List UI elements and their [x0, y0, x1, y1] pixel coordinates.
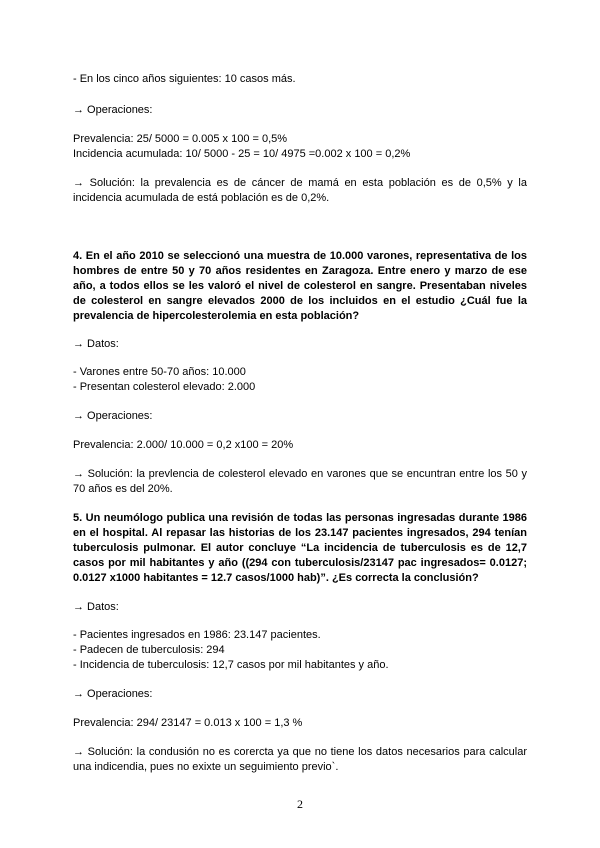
- operations-label: → Operaciones:: [73, 410, 153, 422]
- data-label: → Datos:: [73, 601, 119, 613]
- data-label: → Datos:: [73, 338, 119, 350]
- data-item: - Padecen de tuberculosis: 294: [73, 644, 225, 656]
- data-item: - Incidencia de tuberculosis: 12,7 casos por mil habitantes y año.: [73, 659, 389, 671]
- text-line: - En los cinco años siguientes: 10 casos más.: [73, 73, 296, 85]
- data-item: - Presentan colesterol elevado: 2.000: [73, 381, 256, 393]
- solution-line: una indicendia, pues no exixte un seguimiento previo`.: [73, 761, 339, 773]
- data-item: - Pacientes ingresados en 1986: 23.147 pacientes.: [73, 629, 321, 641]
- question-5-line: casos por mil habitantes y año ((294 con tuberculosis/23147 pac ingresados= 0.0127;: [73, 557, 527, 569]
- prevalence-calc: Prevalencia: 25/ 5000 = 0.005 x 100 = 0,5%: [73, 133, 288, 145]
- question-5-line: 5. Un neumólogo publica una revisión de todas las personas ingresadas durante 1986: [73, 512, 527, 524]
- question-5-line: en el hospital. Al repasar las historias de los 23.147 pacientes ingresados, 294 tenían: [73, 527, 527, 539]
- operations-label: → Operaciones:: [73, 104, 153, 116]
- question-5-line: tuberculosis pulmonar. El autor concluye “La incidencia de tuberculosis es de 12,7: [73, 542, 527, 554]
- solution-line: 70 años es del 20%.: [73, 483, 173, 495]
- solution-line: → Solución: la prevalencia es de cáncer de mamá en esta población es de 0,5% y la: [73, 177, 527, 189]
- solution-line: → Solución: la condusión no es corercta ya que no tiene los datos necesarios para calcular: [73, 746, 527, 758]
- prevalence-calc: Prevalencia: 2.000/ 10.000 = 0,2 x100 = 20%: [73, 439, 294, 451]
- prevalence-calc: Prevalencia: 294/ 23147 = 0.013 x 100 = 1,3 %: [73, 717, 303, 729]
- question-4-line: de colesterol en sangre elevados 2000 de los incluidos en el estudio ¿Cuál fue la: [73, 295, 527, 307]
- question-4-line: hombres de entre 50 y 70 años residentes en Zaragoza. Entre enero y marzo de ese: [73, 265, 527, 277]
- operations-label: → Operaciones:: [73, 688, 153, 700]
- solution-line: → Solución: la prevlencia de colesterol elevado en varones que se encuntran entre los 50 y: [73, 468, 527, 480]
- incidence-calc: Incidencia acumulada: 10/ 5000 - 25 = 10/ 4975 =0.002 x 100 = 0,2%: [73, 148, 411, 160]
- data-item: - Varones entre 50-70 años: 10.000: [73, 366, 246, 378]
- solution-line: incidencia acumulada de está población es de 0,2%.: [73, 192, 330, 204]
- question-4-line: año, a todos ellos se les valoró el nivel de colesterol en sangre. Presentaban niveles: [73, 280, 527, 292]
- question-5-line: 0.0127 x1000 habitantes = 12.7 casos/1000 hab)”. ¿Es correcta la conclusión?: [73, 572, 479, 584]
- page-number: 2: [297, 797, 303, 811]
- question-4-line: 4. En el año 2010 se seleccionó una muestra de 10.000 varones, representativa de los: [73, 250, 527, 262]
- question-4-line: prevalencia de hipercolesterolemia en esta población?: [73, 310, 360, 322]
